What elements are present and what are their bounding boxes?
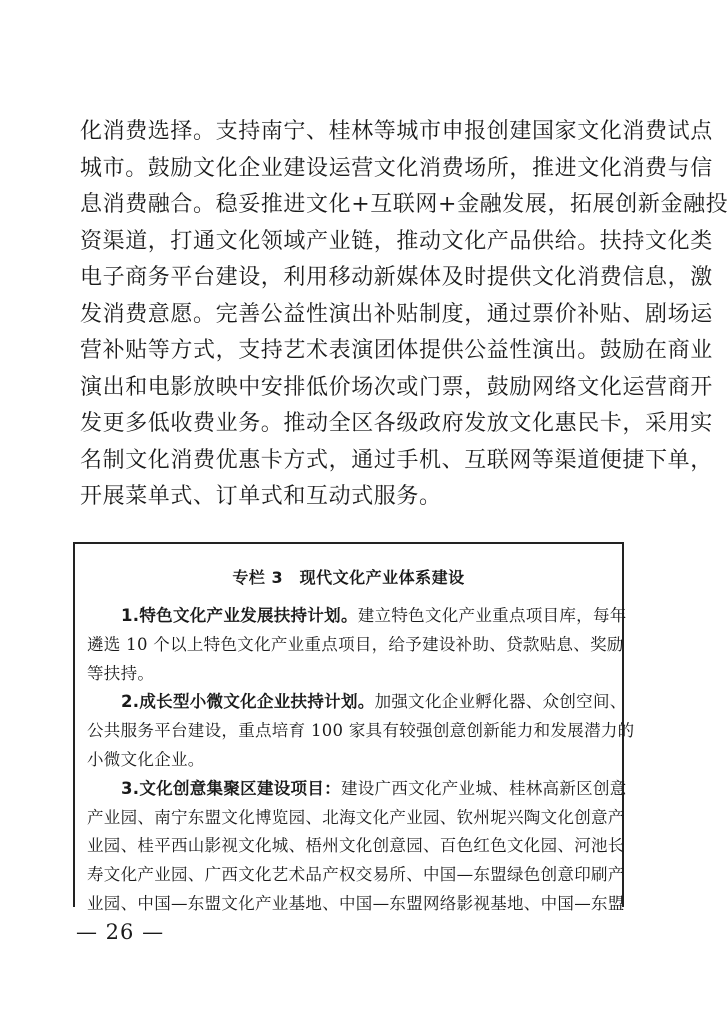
text-line: 名制文化消费优惠卡方式，通过手机、互联网等渠道便捷下单， bbox=[80, 447, 713, 473]
box-title: 专栏 3 现代文化产业体系建设 bbox=[232, 568, 465, 587]
text-line: 开展菜单式、订单式和互动式服务。 bbox=[80, 484, 442, 509]
item-line: 产业园、南宁东盟文化博览园、北海文化产业园、钦州坭兴陶文化创意产 bbox=[87, 807, 625, 827]
item-line: 等扶持。 bbox=[87, 663, 155, 683]
item-line: 业园、桂平西山影视文化城、梧州文化创意园、百色红色文化园、河池长 bbox=[87, 836, 625, 856]
item-text: 建立特色文化产业重点项目库，每年 bbox=[357, 606, 627, 625]
item-line: 公共服务平台建设，重点培育 100 家具有较强创意创新能力和发展潜力的 bbox=[87, 721, 635, 741]
box-item-2 bbox=[87, 688, 635, 774]
box-item-1 bbox=[87, 602, 627, 688]
text-line: 资渠道，打通文化领域产业链，推动文化产品供给。扶持文化类 bbox=[80, 228, 713, 254]
item-first-line bbox=[87, 688, 627, 717]
box-body bbox=[87, 602, 635, 948]
text-line: 发更多低收费业务。推动全区各级政府发放文化惠民卡，采用实 bbox=[80, 411, 713, 436]
body-paragraph bbox=[80, 114, 728, 516]
text-line: 发消费意愿。完善公益性演出补贴制度，通过票价补贴、剧场运 bbox=[80, 301, 713, 327]
item-lead: 2.成长型小微文化企业扶持计划。 bbox=[121, 692, 375, 712]
column-box bbox=[73, 542, 635, 913]
text-line: 化消费选择。支持南宁、桂林等城市申报创建国家文化消费试点 bbox=[80, 119, 713, 144]
item-lead: 1.特色文化产业发展扶持计划。 bbox=[121, 606, 358, 625]
text-line: 息消费融合。稳妥推进文化+互联网+金融发展，拓展创新金融投 bbox=[80, 192, 728, 217]
page-number: — 26 — bbox=[76, 920, 165, 944]
text-line: 营补贴等方式，支持艺术表演团体提供公益性演出。鼓励在商业 bbox=[80, 338, 713, 363]
text-line: 电子商务平台建设，利用移动新媒体及时提供文化消费信息，激 bbox=[80, 265, 713, 290]
text-line: 演出和电影放映中安排低价场次或门票，鼓励网络文化运营商开 bbox=[80, 374, 713, 400]
item-first-line bbox=[87, 775, 627, 804]
item-text: 建设广西文化产业城、桂林高新区创意 bbox=[340, 778, 627, 798]
item-line: 遴选 10 个以上特色文化产业重点项目，给予建设补助、贷款贴息、奖励 bbox=[87, 634, 624, 654]
item-text: 加强文化企业孵化器、众创空间、 bbox=[374, 692, 627, 712]
text-line: 城市。鼓励文化企业建设运营文化消费场所，推进文化消费与信 bbox=[80, 155, 713, 181]
item-line bbox=[87, 919, 617, 948]
item-line: 业园、中国—东盟文化产业基地、中国—东盟网络影视基地、中国—东盟 bbox=[87, 893, 625, 913]
item-lead: 3.文化创意集聚区建设项目： bbox=[121, 778, 341, 798]
item-first-line bbox=[87, 602, 627, 631]
item-line: 寿文化产业园、广西文化艺术品产权交易所、中国—东盟绿色创意印刷产 bbox=[87, 865, 625, 885]
item-line: 小微文化企业。 bbox=[87, 749, 205, 769]
box-item-3 bbox=[87, 775, 627, 948]
